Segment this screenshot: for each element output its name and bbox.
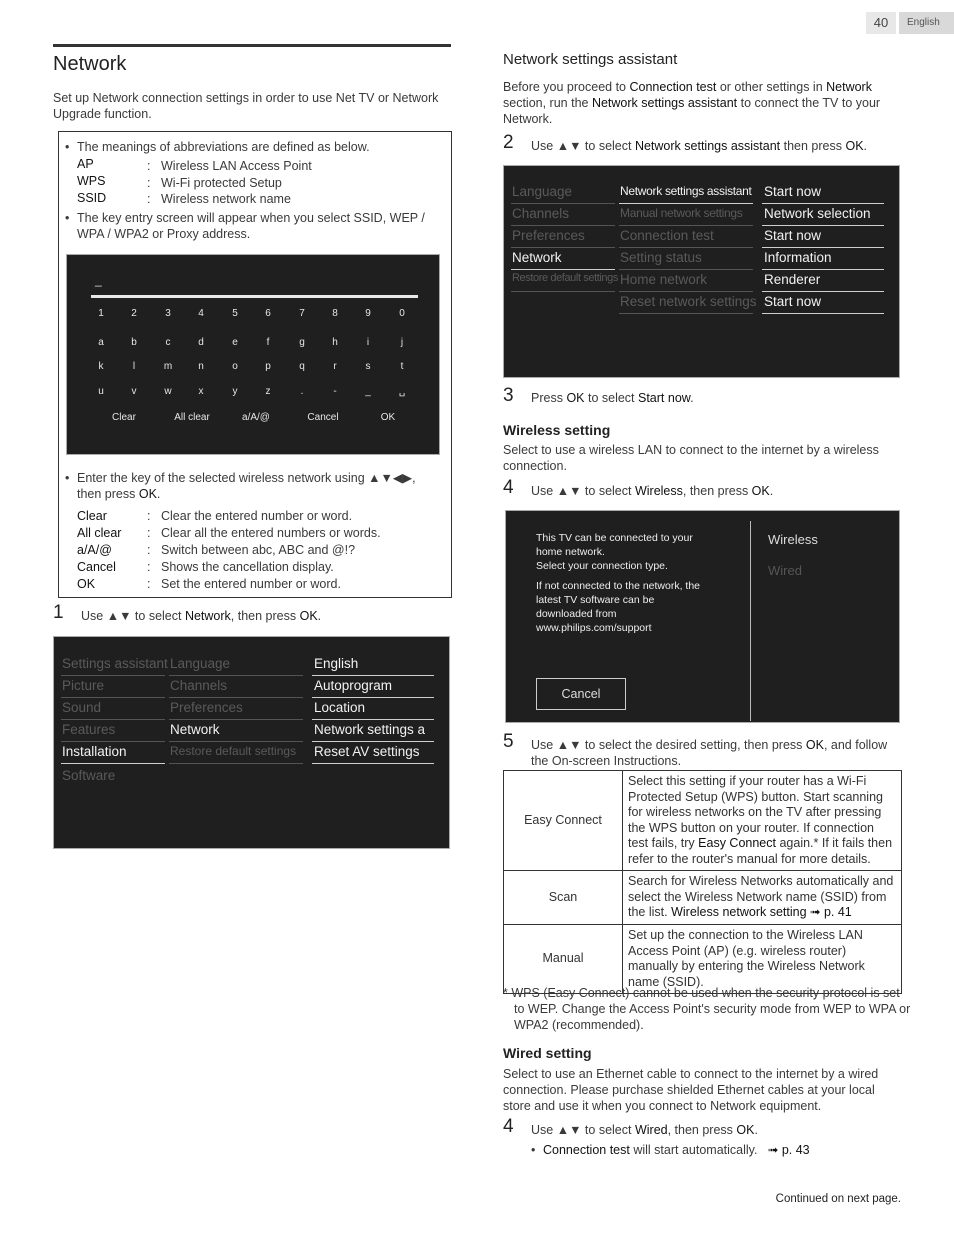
- kb-key[interactable]: ␣: [398, 386, 406, 397]
- option-wireless[interactable]: Wireless: [768, 532, 818, 547]
- kb-key[interactable]: s: [365, 361, 371, 372]
- kb-key[interactable]: 9: [365, 308, 371, 319]
- menu-item-value[interactable]: English: [314, 656, 359, 671]
- key-description: Shows the cancellation display.: [161, 560, 334, 574]
- kb-key[interactable]: p: [265, 361, 271, 372]
- kb-key[interactable]: k: [98, 361, 104, 372]
- menu-item-category[interactable]: Software: [62, 768, 116, 783]
- step1-text: Use ▲▼ to select Network, then press OK.: [81, 609, 322, 623]
- key-name: OK: [77, 577, 96, 591]
- menu-item-category[interactable]: Installation: [62, 744, 127, 759]
- connection-test-note: Connection test will start automatically. ➟ p. 43: [543, 1143, 810, 1157]
- menu-item-setting[interactable]: Manual network settings: [620, 206, 743, 220]
- kb-key[interactable]: n: [198, 361, 204, 372]
- key-description: Switch between abc, ABC and @!?: [161, 543, 356, 557]
- kb-key[interactable]: .: [300, 386, 304, 397]
- page-number: 40: [866, 12, 896, 34]
- step-number: 4: [503, 1116, 514, 1137]
- option-wired[interactable]: Wired: [768, 563, 802, 578]
- menu-item-value[interactable]: Location: [314, 700, 366, 715]
- menu-item-category[interactable]: Settings assistant: [62, 656, 168, 671]
- key-name: Clear: [77, 509, 107, 523]
- kb-all-clear-button[interactable]: All clear: [174, 412, 210, 423]
- bullet-key-entry: The key entry screen will appear when you select SSID, WEP / WPA / WPA2 or Proxy address.: [77, 211, 425, 241]
- kb-key[interactable]: e: [232, 337, 238, 348]
- menu-item-category[interactable]: Restore default settings: [512, 272, 618, 284]
- kb-key[interactable]: 3: [165, 308, 171, 319]
- option-label: Manual: [504, 925, 623, 994]
- abbr-key: WPS: [77, 174, 106, 188]
- menu-item-value[interactable]: Start now: [764, 294, 822, 309]
- key-description: Clear all the entered numbers or words.: [161, 526, 381, 540]
- kb-key[interactable]: q: [299, 361, 305, 372]
- key-name: Cancel: [77, 560, 116, 574]
- key-name: All clear: [77, 526, 122, 540]
- kb-key[interactable]: 6: [265, 308, 271, 319]
- page-title: Network: [53, 53, 127, 75]
- option-description: Set up the connection to the Wireless LAN Access Point (AP) (e.g. wireless router) manually by entering the Wireless Network name (SSID).: [623, 925, 902, 994]
- menu-item-value[interactable]: Information: [764, 250, 832, 265]
- kb-key[interactable]: t: [400, 361, 404, 372]
- entry-field[interactable]: [91, 295, 418, 298]
- menu-item-setting[interactable]: Language: [170, 656, 231, 671]
- step-number: 5: [503, 731, 514, 752]
- kb-key[interactable]: r: [333, 361, 337, 372]
- title-rule: [53, 44, 451, 47]
- menu-item-value[interactable]: Network selection: [764, 206, 871, 221]
- menu-item-setting[interactable]: Home network: [620, 272, 708, 287]
- panel-divider: [750, 521, 751, 721]
- menu-item-value[interactable]: Start now: [764, 228, 822, 243]
- kb-key[interactable]: 7: [299, 308, 305, 319]
- bullet-enter-key: Enter the key of the selected wireless network using ▲▼◀▶, then press OK.: [77, 471, 416, 501]
- menu-item-category[interactable]: Picture: [62, 678, 105, 693]
- menu-item-setting[interactable]: Setting status: [620, 250, 702, 265]
- table-row: [504, 925, 902, 994]
- kb-key[interactable]: l: [132, 361, 136, 372]
- kb-key[interactable]: 4: [198, 308, 204, 319]
- option-description: Search for Wireless Networks automatically and select the Wireless Network name (SSID) from the list. Wireless network setting ➟ p. 41: [623, 871, 902, 925]
- continued-note: Continued on next page.: [775, 1193, 901, 1205]
- step-number: 4: [503, 477, 514, 498]
- menu-item-value[interactable]: Renderer: [764, 272, 821, 287]
- network-menu-screen: [503, 165, 900, 378]
- section-title-wireless: Wireless setting: [503, 422, 611, 438]
- kb-key[interactable]: i: [366, 337, 370, 348]
- table-row: [504, 771, 902, 871]
- abbr-key: AP: [77, 157, 94, 171]
- kb-key[interactable]: 1: [98, 308, 104, 319]
- kb-key[interactable]: 0: [399, 308, 405, 319]
- abbr-value: Wi-Fi protected Setup: [161, 176, 282, 190]
- step-number: 3: [503, 385, 514, 406]
- menu-item-setting[interactable]: Restore default settings: [170, 744, 297, 758]
- menu-item-category[interactable]: Features: [62, 722, 116, 737]
- kb-key[interactable]: m: [163, 361, 173, 372]
- kb-key[interactable]: o: [232, 361, 238, 372]
- kb-key[interactable]: u: [98, 386, 104, 397]
- kb-key[interactable]: a: [98, 337, 104, 348]
- info-box: • The meanings of abbreviations are defined as below. AP : Wireless LAN Access Point WPS : Wi-Fi protected Setup SSID : Wireless network name • The key entry screen will appear when you select SSID, WEP / WPA / WPA2 or Proxy address. _ 1 2 3 4 5 6 7 8 9 0 a b c d e f g h i j k l m n o p q r s t u v w x y z . - _ ␣ Clear All clear a/A/@ Cancel OK • Enter the key of the selected wireless network using ▲▼◀▶, then press OK. Clear : Clear the entered number or word. All clear : Clear all the entered numbers or words. a/A/@ : Switch between abc, ABC and @!? Cancel : Shows the cancellation display. OK : Set the entered number or word.: [58, 131, 452, 598]
- abbr-value: Wireless LAN Access Point: [161, 159, 312, 173]
- kb-key[interactable]: 5: [232, 308, 238, 319]
- key-name: a/A/@: [77, 543, 112, 557]
- menu-item-setting[interactable]: Channels: [170, 678, 228, 693]
- connection-message-3: If not connected to the network, the latest TV software can be downloaded from www.philips.com/support: [536, 580, 701, 634]
- kb-key[interactable]: j: [400, 337, 404, 348]
- menu-item-setting[interactable]: Network: [170, 722, 220, 737]
- step3-text: Press OK to select Start now.: [531, 391, 694, 405]
- table-row: [504, 871, 902, 925]
- kb-cancel-button[interactable]: Cancel: [307, 412, 339, 423]
- section-title-wired: Wired setting: [503, 1045, 592, 1061]
- kb-key[interactable]: 2: [131, 308, 137, 319]
- kb-key[interactable]: w: [164, 386, 172, 397]
- kb-key[interactable]: y: [232, 386, 238, 397]
- kb-key[interactable]: -: [333, 386, 337, 397]
- option-label: Scan: [504, 871, 623, 925]
- kb-key[interactable]: d: [198, 337, 204, 348]
- step-number: 2: [503, 132, 514, 153]
- menu-item-value[interactable]: Autoprogram: [314, 678, 393, 693]
- kb-key[interactable]: 8: [332, 308, 338, 319]
- menu-item-category[interactable]: Sound: [62, 700, 102, 715]
- abbr-key: SSID: [77, 191, 107, 205]
- kb-key[interactable]: _: [365, 386, 371, 397]
- option-label: Easy Connect: [504, 771, 623, 871]
- kb-case-toggle-button[interactable]: a/A/@: [242, 412, 270, 423]
- menu-item-setting[interactable]: Reset network settings: [620, 294, 757, 309]
- connection-message-2: Select your connection type.: [536, 560, 668, 572]
- connection-type-screen: [505, 510, 900, 723]
- wireless-options-table: [503, 770, 902, 994]
- step-number: 1: [53, 602, 64, 623]
- key-description: Clear the entered number or word.: [161, 509, 353, 523]
- kb-key[interactable]: x: [198, 386, 204, 397]
- bullet-abbreviations: The meanings of abbreviations are defined as below.: [77, 140, 370, 154]
- option-description: Select this setting if your router has a Wi-Fi Protected Setup (WPS) button. Start scanning for wireless networks on the TV after pressing the WPS button on your router. If connection test fails, try Easy Connect again.* If it fails then refer to the router's manual for more details.: [623, 771, 902, 871]
- step5-text: Use ▲▼ to select the desired setting, then press OK, and follow the On-screen Instructions.: [531, 738, 888, 768]
- settings-menu-screen: [53, 636, 450, 849]
- cancel-button[interactable]: Cancel: [536, 678, 626, 710]
- kb-clear-button[interactable]: Clear: [112, 412, 136, 423]
- kb-key[interactable]: b: [131, 337, 137, 348]
- language-tab: English: [899, 12, 954, 34]
- intro-text: Set up Network connection settings in order to use Net TV or Network Upgrade function.: [53, 91, 439, 121]
- wireless-intro: Select to use a wireless LAN to connect to the internet by a wireless connection.: [503, 443, 879, 473]
- kb-key[interactable]: g: [299, 337, 305, 348]
- wired-intro: Select to use an Ethernet cable to connect to the internet by a wired connection. Please purchase shielded Ethernet cables at your local store and use it when you connect to Network equipment.: [503, 1067, 879, 1113]
- key-description: Set the entered number or word.: [161, 577, 341, 591]
- key-entry-screen: [66, 254, 440, 455]
- menu-item-category[interactable]: Language: [512, 184, 573, 199]
- kb-key[interactable]: v: [131, 386, 137, 397]
- menu-item-value[interactable]: Reset AV settings: [314, 744, 420, 759]
- kb-key[interactable]: c: [165, 337, 171, 348]
- menu-item-setting[interactable]: Connection test: [620, 228, 714, 243]
- abbr-value: Wireless network name: [161, 192, 291, 206]
- menu-item-category[interactable]: Network: [512, 250, 562, 265]
- menu-item-setting[interactable]: Network settings assistant: [620, 184, 752, 198]
- nsa-intro: Before you proceed to Connection test or other settings in Network section, run the Network settings assistant to connect the TV to your Network.: [503, 80, 881, 126]
- connection-message-1: This TV can be connected to your home network.: [536, 532, 693, 558]
- kb-key[interactable]: f: [266, 337, 270, 348]
- entry-cursor: _: [95, 273, 102, 287]
- kb-key[interactable]: h: [332, 337, 338, 348]
- kb-ok-button[interactable]: OK: [380, 412, 396, 423]
- section-title-nsa: Network settings assistant: [503, 51, 678, 68]
- footnote: * WPS (Easy Connect) cannot be used when the security protocol is set to WEP. Change the Access Point's security mode from WEP to WPA or WPA2 (recommended).: [503, 986, 911, 1032]
- kb-key[interactable]: z: [265, 386, 271, 397]
- menu-item-value[interactable]: Network settings a: [314, 722, 426, 737]
- menu-item-value[interactable]: Start now: [764, 184, 822, 199]
- menu-item-category[interactable]: Channels: [512, 206, 570, 221]
- menu-item-setting[interactable]: Preferences: [170, 700, 243, 715]
- step2-text: Use ▲▼ to select Network settings assistant then press OK.: [531, 139, 868, 153]
- step4-wireless-text: Use ▲▼ to select Wireless, then press OK.: [531, 484, 774, 498]
- menu-item-category[interactable]: Preferences: [512, 228, 585, 243]
- step4-wired-text: Use ▲▼ to select Wired, then press OK.: [531, 1123, 758, 1137]
